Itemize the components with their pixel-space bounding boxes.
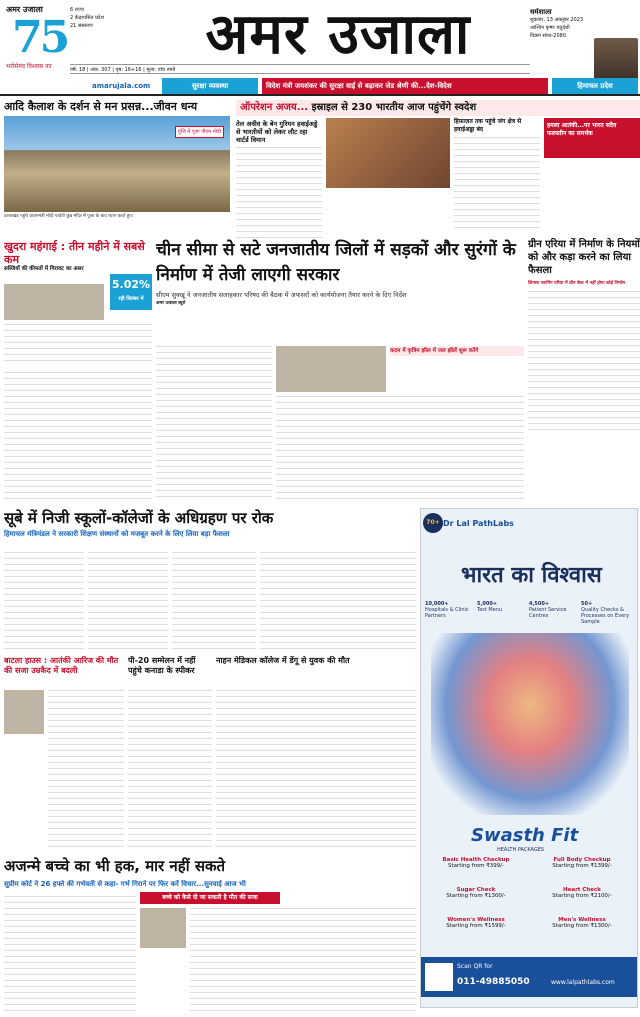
nav-bar [0,78,640,94]
samvat: विक्रम संवत-2080 [530,33,567,39]
page-strip: वर्ष: 18 | अंक: 307 | पृष्ठ: 16+16 | मूल्य: पांच रुपये [70,64,530,74]
kailash-caption: उत्तराखंड पहुंचे प्रधानमंत्री मोदी पार्वती कुंड मंदिर में पूजा के बाद ध्यान करते हुए। [4,214,134,219]
inflation-label: रही सितंबर में [118,296,144,302]
china-photo [276,346,386,392]
inflation-headline: खुदरा महंगाई : तीन महीने में सबसे कम [4,240,145,266]
site-link[interactable]: amarujala.com [92,82,151,90]
sc-story [4,856,418,880]
package-item: Full Body Checkup Starting from ₹1399/- [552,857,612,869]
china-border-story [156,238,526,358]
ajay-tag: ऑपरेशन अजय... [240,102,309,113]
school-body-text-4 [260,552,416,652]
package-item: Heart Check Starting from ₹2100/- [552,887,612,899]
logo-tagline: भरोसेमंद विश्वास का [6,63,52,70]
p20-headline: पी-20 सम्मेलन में नहीं पहुंचे कनाडा के स्पीकर [128,656,196,675]
kailash-headline: आदि कैलाश के दर्शन से मन प्रसन्न...जीवन धन्य [4,100,198,113]
school-headline: सूबे में निजी स्कूलों-कॉलेजों के अधिग्रहण पर रोक [4,509,274,527]
china-reporter: अमर उजाला ब्यूरो [156,301,186,306]
health-packages [425,857,635,953]
inflation-value: 5.02% [111,278,151,291]
ad-stat: 10,000+ Hospitals & Clinic Partners [425,601,469,619]
green-headline: ग्रीन एरिया में निर्माण के नियमों को और कड़ा करने का लिया फैसला [528,239,640,276]
ajay-side-head: हिफ़ाज़त तक पहुंचे जंग क्षेत्र से हवाईअड्डा बंद [454,118,522,133]
package-item: Women's Wellness Starting from ₹1599/- [446,917,506,929]
issue-date: शुक्रवार, 13 अक्तूबर 2023 [530,17,584,23]
newspaper-brand: अमर उजाला [205,2,471,66]
batla-body-text [48,690,124,850]
ad-website[interactable]: www.lalpathlabs.com [551,979,615,986]
logo-small-brand: अमर उजाला [6,5,43,14]
vegetables-photo [4,284,104,320]
batla-headline-text: बाटला हाउस : आतंकी आरिज की मौत की सजा उम्रकैद में बदली [4,656,119,675]
school-body-text-3 [172,552,256,652]
batla-headline [4,656,124,686]
qr-code-icon[interactable] [425,963,453,991]
edition-meta-item: 2 केंद्रशासित प्रदेश [70,15,104,21]
school-sub: हिमाचल मंत्रिमंडल ने सरकारी शिक्षण संस्थानों को मजबूत करने के लिए लिया बड़ा फैसला [4,530,230,538]
school-body-text [4,552,84,652]
package-item: Men's Wellness Starting from ₹1300/- [552,917,612,929]
headline-ticker[interactable]: विदेश मंत्री जयशंकर की सुरक्षा वाई से बढ़ाकर जेड श्रेणी की...देश-विदेश [262,78,548,94]
green-body-text [528,291,640,431]
inflation-chip [110,274,152,310]
ajay-side [454,118,540,246]
sc-sub: सुप्रीम कोर्ट ने 26 हफ्ते की गर्भवती से कहा- गर्भ गिराने पर फिर करें विचार...सुनवाई आज भी [4,880,246,888]
ajay-body-text [236,147,322,243]
school-story [4,508,418,548]
edition-meta-item: 21 संस्करण [70,23,93,29]
sc-body-text-2 [190,908,416,1012]
ajay-headline: इस्राइल से 230 भारतीय आज पहुंचेंगे स्वदेश [311,102,477,113]
ajay-story [236,100,640,250]
ad-footer [421,957,637,997]
ad-stat: 5,000+ Test Menu [477,601,503,613]
kailash-photo [4,116,230,212]
ad-stat: 4,500+ Patient Service Centres [529,601,567,619]
ajay-lead-head: तेल अवीव के बेन गुरियन हवाईअड्डे से भारतीयों को लेकर लौट रहा चार्टर्ड विमान [236,120,318,144]
ajay-quote: हमला आतंकी...पर भारत सदैव फलस्तीन का समर्थक [544,118,640,158]
hindu-date: आश्विन कृष्ण चतुर्दशी [530,25,570,31]
china-side-head: कदम में कृत्रिम झील में जल झीलें शुरू करेंगे [390,346,524,356]
package-item: Sugar Check Starting from ₹1300/- [446,887,506,899]
p20-body-text [128,690,212,850]
lalpath-logo: Dr Lal PathLabs [443,519,514,528]
green-area-story [528,238,640,458]
inflation-story [4,240,152,368]
edition-meta-item: 6 राज्य [70,7,84,13]
inflation-body-text [4,324,152,364]
sc-headline: अजन्मे बच्चे का भी हक, मार नहीं सकते [4,857,226,875]
nahan-headline: नाहन मेडिकल कॉलेज में डेंगू से युवक की मौत [216,656,350,665]
swasth-fit-logo: Swasth Fit [471,825,579,846]
sc-photo [140,908,186,948]
section-label: सुरक्षा व्यवस्था [162,78,258,94]
ajay-banner [236,100,640,116]
region-label: हिमाचल प्रदेश [552,78,638,94]
lalpath-advertisement[interactable] [420,508,638,1008]
edition-meta [70,6,140,56]
green-sub: शिमला प्लानिंग एरिया में ग्रीन बेल्ट में नहीं होगा कोई निर्माण [528,281,626,286]
nahan-body-text [216,690,416,850]
china-headline: चीन सीमा से सटे जनजातीय जिलों में सड़कों और सुरंगों के निर्माण में तेजी लाएगी सरकार [156,240,516,285]
china-body-text-2 [276,396,524,500]
date-block [530,8,590,58]
kailash-badge: गुंजि में पूजा पीएम मोदी [175,126,224,138]
sc-box-head: बच्चे को कैसे दी जा सकती है मौत की सजा [140,892,280,904]
ajay-lead [236,120,322,248]
package-item: Basic Health Checkup Starting from ₹399/- [442,857,510,869]
years-badge: 70+ [423,513,443,533]
edition-city: धर्मशाला [530,8,552,16]
ad-phone[interactable]: 011-49885050 [457,977,530,987]
ajay-photo [326,118,450,188]
inflation-sub: सब्जियों की कीमतों में गिरावट का असर [4,266,84,272]
batla-photo [4,690,44,734]
ajay-side-text [454,137,540,233]
ad-title: भारत का विश्वास [461,563,602,588]
diamond-jubilee-logo [6,4,68,70]
china-sub: सीएम सुक्खू ने जनजातीय सलाहकार परिषद की बैठक में अफसरों को कार्ययोजना तैयार करने के दिए निर्देश [156,291,407,299]
industry-body-text [4,372,152,502]
scan-label: Scan QR for [457,963,493,970]
kailash-story [4,100,230,238]
swasth-fit-sub: HEALTH PACKAGES [497,847,545,853]
ad-stats [425,601,635,625]
crowd-image [431,633,629,815]
ad-stat: 50+ Quality Checks & Processes on Every Sample [581,601,630,625]
school-body-text-2 [88,552,168,652]
logo-75: 75 [12,12,68,63]
china-body-text [156,346,272,500]
sc-body-text [4,896,136,1012]
